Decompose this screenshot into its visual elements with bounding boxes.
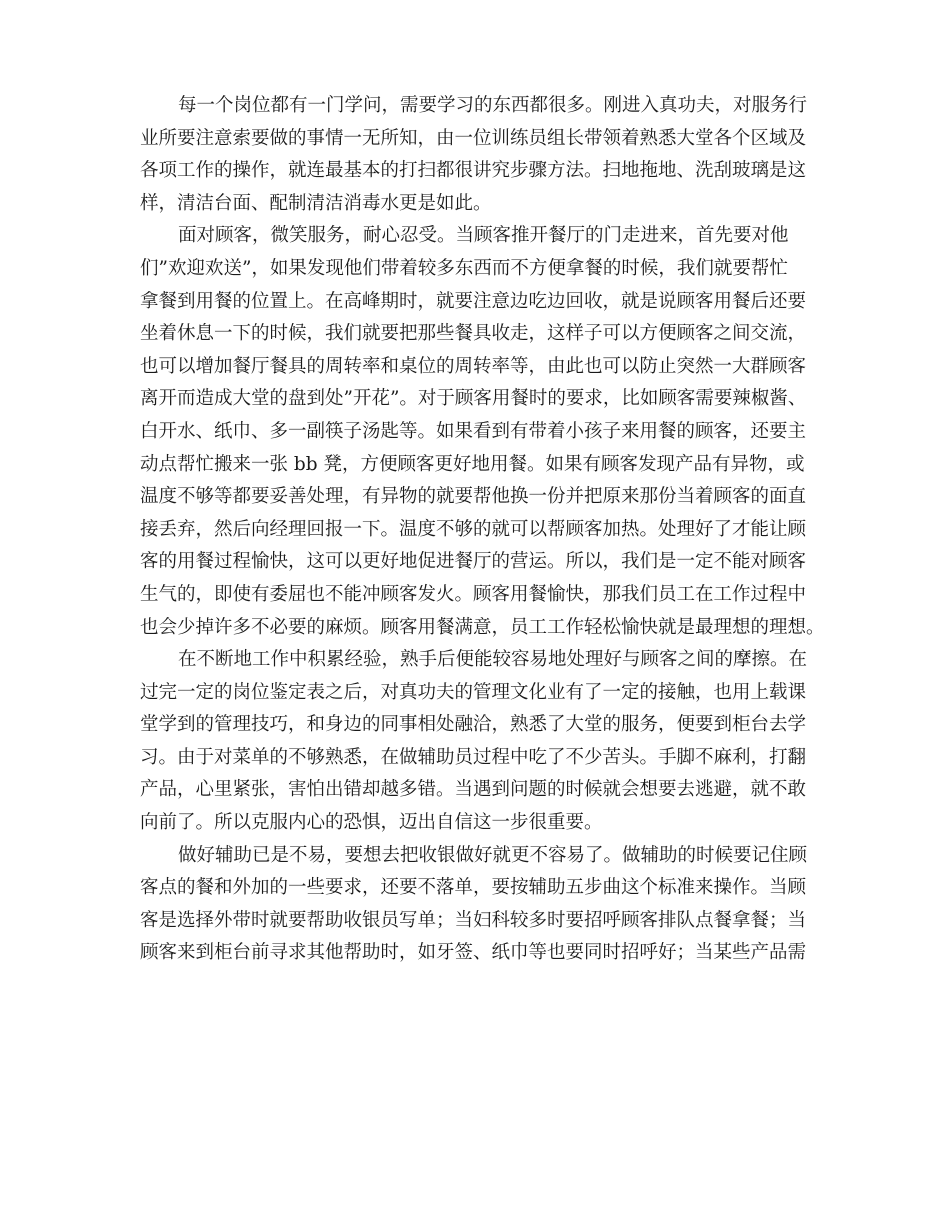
text-line: 动点帮忙搬来一张 bb 凳，方便顾客更好地用餐。如果有顾客发现产品有异物，或 bbox=[140, 453, 805, 475]
text-line: 业所要注意索要做的事情一无所知，由一位训练员组长带领着熟悉大堂各个区域及 bbox=[140, 127, 807, 149]
text-line: 顾客来到柜台前寻求其他帮助时，如牙签、纸巾等也要同时招呼好；当某些产品需 bbox=[140, 942, 807, 964]
text-line: 接丢弃，然后向经理回报一下。温度不够的就可以帮顾客加热。处理好了才能让顾 bbox=[140, 518, 807, 540]
text-line: 向前了。所以克服内心的恐惧，迈出自信这一步很重要。 bbox=[140, 812, 603, 834]
text-line: 温度不够等都要妥善处理，有异物的就要帮他换一份并把原来那份当着顾客的面直 bbox=[140, 486, 807, 508]
text-line: 客点的餐和外加的一些要求，还要不落单，要按辅助五步曲这个标准来操作。当顾 bbox=[140, 877, 807, 899]
text-line: 面对顾客，微笑服务，耐心忍受。当顾客推开餐厅的门走进来，首先要对他 bbox=[178, 225, 789, 247]
paragraph-4 bbox=[140, 840, 820, 970]
text-line: 生气的，即使有委屈也不能冲顾客发火。顾客用餐愉快，那我们员工在工作过程中 bbox=[140, 583, 807, 605]
paragraph-2 bbox=[140, 220, 825, 644]
text-line: 每一个岗位都有一门学问，需要学习的东西都很多。刚进入真功夫，对服务行 bbox=[178, 95, 808, 116]
text-line: 坐着休息一下的时候，我们就要把那些餐具收走，这样子可以方便顾客之间交流， bbox=[140, 323, 807, 345]
text-line: 产品，心里紧张，害怕出错却越多错。当遇到问题的时候就会想要去逃避，就不敢 bbox=[140, 779, 807, 801]
text-line: 堂学到的管理技巧，和身边的同事相处融洽，熟悉了大堂的服务，便要到柜台去学 bbox=[140, 714, 807, 736]
text-line: 拿餐到用餐的位置上。在高峰期时，就要注意边吃边回收，就是说顾客用餐后还要 bbox=[140, 290, 807, 312]
text-line: 做好辅助已是不易，要想去把收银做好就更不容易了。做辅助的时候要记住顾 bbox=[178, 844, 808, 866]
text-line: 也可以增加餐厅餐具的周转率和桌位的周转率等，由此也可以防止突然一大群顾客 bbox=[140, 355, 807, 377]
document-body bbox=[140, 90, 825, 970]
text-line: 各项工作的操作，就连最基本的打扫都很讲究步骤方法。扫地拖地、洗刮玻璃是这 bbox=[140, 160, 807, 182]
text-line: 离开而造成大堂的盘到处”开花”。对于顾客用餐时的要求，比如顾客需要辣椒酱、 bbox=[140, 388, 807, 410]
text-line: 过完一定的岗位鉴定表之后，对真功夫的管理文化业有了一定的接触，也用上载课 bbox=[140, 681, 807, 703]
paragraph-3 bbox=[140, 644, 820, 840]
paragraph-1 bbox=[140, 90, 820, 220]
text-line: 在不断地工作中积累经验，熟手后便能较容易地处理好与顾客之间的摩擦。在 bbox=[178, 649, 808, 671]
text-line: 习。由于对菜单的不够熟悉，在做辅助员过程中吃了不少苦头。手脚不麻利，打翻 bbox=[140, 746, 807, 768]
text-line: 白开水、纸巾、多一副筷子汤匙等。如果看到有带着小孩子来用餐的顾客，还要主 bbox=[140, 420, 807, 442]
text-line: 样，清洁台面、配制清洁消毒水更是如此。 bbox=[140, 192, 492, 214]
text-line: 客是选择外带时就要帮助收银员写单；当妇科较多时要招呼顾客排队点餐拿餐；当 bbox=[140, 909, 807, 931]
text-line: 也会少掉许多不必要的麻烦。顾客用餐满意，员工工作轻松愉快就是最理想的理想。 bbox=[140, 616, 825, 638]
text-line: 们”欢迎欢送”，如果发现他们带着较多东西而不方便拿餐的时候，我们就要帮忙 bbox=[140, 257, 788, 279]
text-line: 客的用餐过程愉快，这可以更好地促进餐厅的营运。所以，我们是一定不能对顾客 bbox=[140, 551, 807, 573]
